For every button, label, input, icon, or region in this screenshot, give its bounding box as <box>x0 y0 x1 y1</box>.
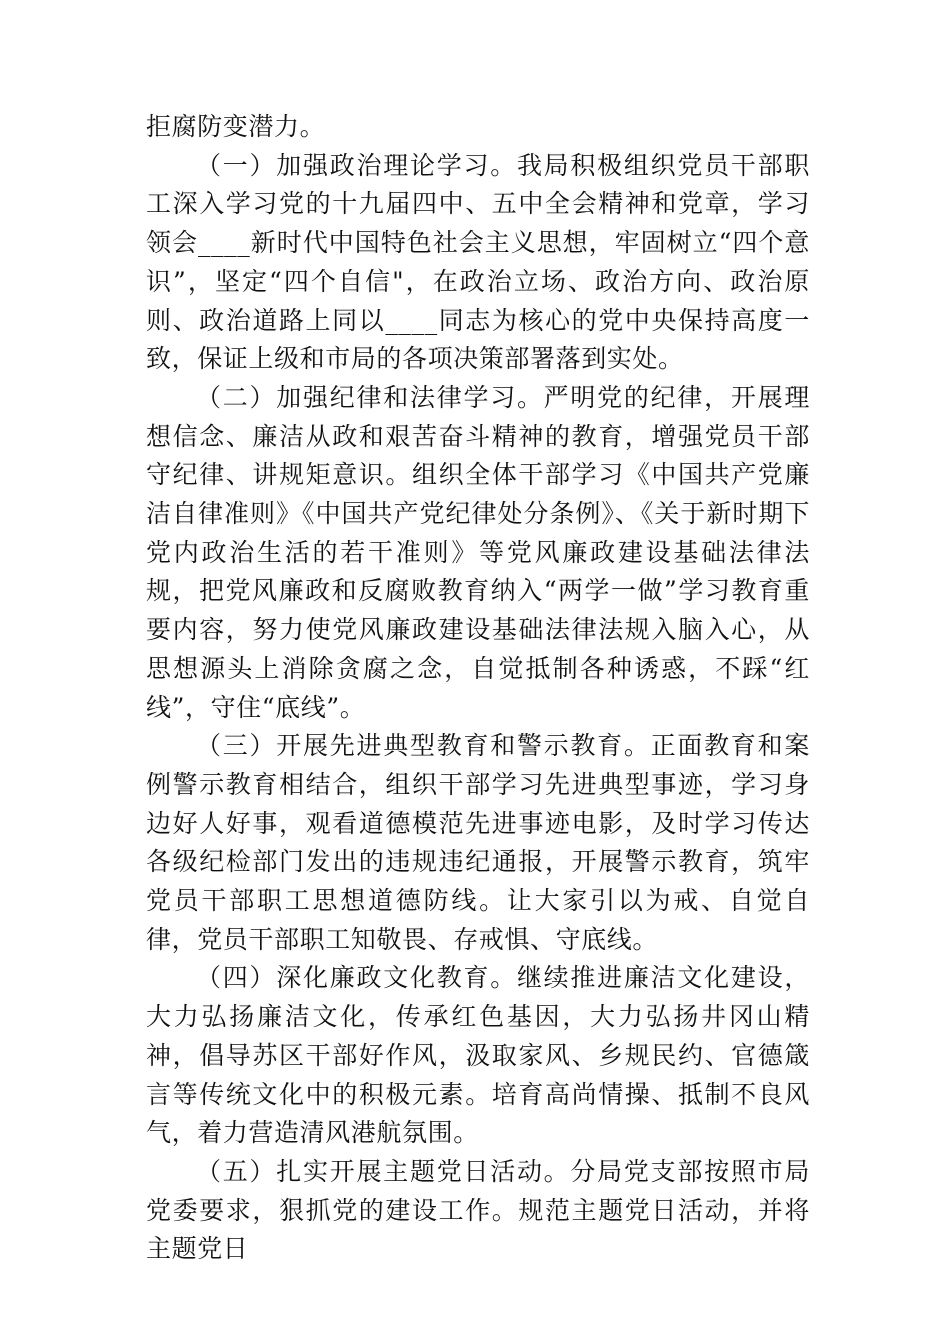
document-body <box>146 108 810 1269</box>
paragraph-warning-education: （三）开展先进典型教育和警示教育。正面教育和案例警示教育相结合，组织干部学习先进典型事迹，学习身边好人好事，观看道德模范先进事迹电影，及时学习传达各级纪检部门发出的违规违纪通报，开展警示教育，筑牢党员干部职工思想道德防线。让大家引以为戒、自觉自律，党员干部职工知敬畏、存戒惧、守底线。 <box>146 731 810 954</box>
paragraph-integrity-culture: （四）深化廉政文化教育。继续推进廉洁文化建设，大力弘扬廉洁文化，传承红色基因，大力弘扬井冈山精神，倡导苏区干部好作风，汲取家风、乡规民约、官德箴言等传统文化中的积极元素。培育高尚情操、抵制不良风气，着力营造清风港航氛围。 <box>146 963 810 1148</box>
paragraph-political-theory-study: （一）加强政治理论学习。我局积极组织党员干部职工深入学习党的十九届四中、五中全会精神和党章，学习领会____新时代中国特色社会主义思想，牢固树立“四个意识”，坚定“四个自信"，在政治立场、政治方向、政治原则、政治道路上同以____同志为核心的党中央保持高度一致，保证上级和市局的各项决策部署落到实处。 <box>146 150 810 374</box>
paragraph-discipline-law-study: （二）加强纪律和法律学习。严明党的纪律，开展理想信念、廉洁从政和艰苦奋斗精神的教育，增强党员干部守纪律、讲规矩意识。组织全体干部学习《中国共产党廉洁自律准则》《中国共产党纪律处分条例》、《关于新时期下党内政治生活的若干准则》等党风廉政建设基础法律法规，把党风廉政和反腐败教育纳入“两学一做”学习教育重要内容，努力使党风廉政建设基础法律法规入脑入心，从思想源头上消除贪腐之念，自觉抵制各种诱惑，不踩“红线”，守住“底线”。 <box>146 382 810 722</box>
paragraph-party-day-activities: （五）扎实开展主题党日活动。分局党支部按照市局党委要求，狠抓党的建设工作。规范主题党日活动，并将主题党日 <box>146 1156 810 1264</box>
paragraph-continuation: 拒腐防变潜力。 <box>146 112 326 141</box>
